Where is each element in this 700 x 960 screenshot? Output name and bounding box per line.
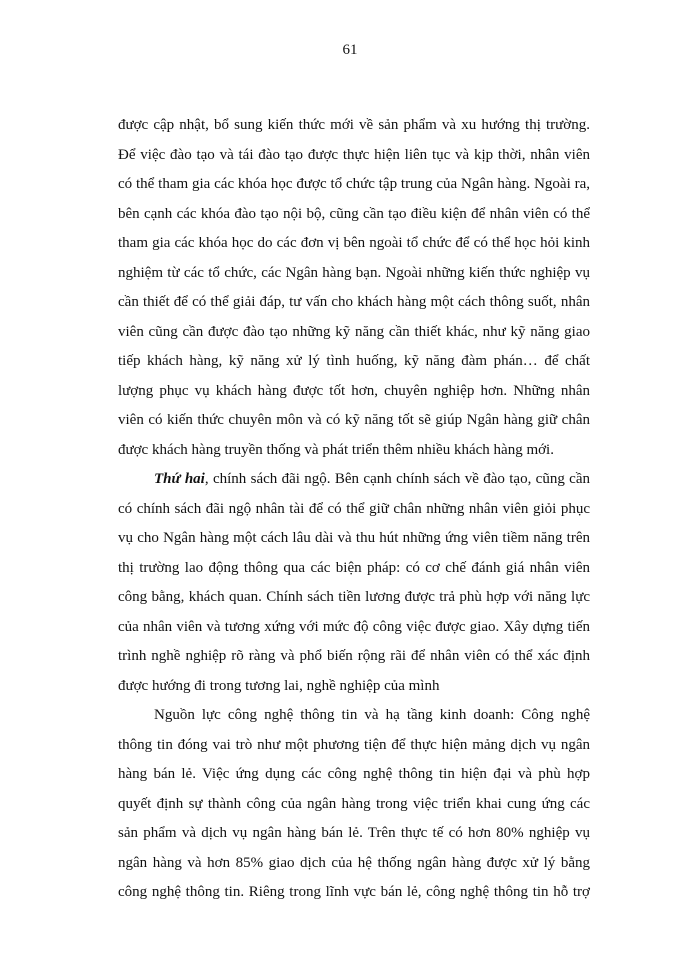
text-line: sản phẩm và dịch vụ ngân hàng bán lẻ. Trên thực tế có hơn 80% nghiệp vụ — [118, 825, 590, 841]
text-line: được hướng đi trong tương lai, nghề nghiệp của mình — [118, 677, 440, 694]
text-line: công bằng, khách quan. Chính sách tiền lương được trả phù hợp với năng lực — [118, 589, 590, 605]
text-line: Để việc đào tạo và tái đào tạo được thực hiện liên tục và kịp thời, nhân viên — [118, 146, 590, 163]
text-line: thị trường lao động thông qua các biện pháp: có cơ chế đánh giá nhân viên — [118, 559, 590, 576]
text-line: lượng phục vụ khách hàng được tốt hơn, chuyên nghiệp hơn. Những nhân — [118, 382, 590, 399]
paragraph-compensation — [118, 465, 590, 701]
page-number: 61 — [342, 42, 358, 58]
text-line: thông tin đóng vai trò như một phương tiện để thực hiện mảng dịch vụ ngân — [118, 736, 590, 753]
text-line: hàng bán lẻ. Việc ứng dụng các công nghệ thông tin hiện đại và phù hợp — [118, 766, 590, 782]
text-line: bên cạnh các khóa đào tạo nội bộ, cũng cần tạo điều kiện để nhân viên có thể — [118, 205, 590, 222]
text-line: quyết định sự thành công của ngân hàng trong việc triển khai cung ứng các — [118, 795, 590, 812]
text-line: viên có kiến thức chuyên môn và có kỹ năng tốt sẽ giúp Ngân hàng giữ chân — [118, 412, 590, 428]
text-line: ngân hàng và hơn 85% giao dịch của hệ thống ngân hàng được xử lý bằng — [118, 854, 590, 871]
lead-phrase: Thứ hai — [154, 471, 205, 487]
document-body — [118, 111, 590, 908]
paragraph-training — [118, 111, 590, 465]
text-line: trình nghề nghiệp rõ ràng và phổ biến rộng rãi để nhân viên có thể xác định — [118, 648, 590, 664]
text-line: viên cũng cần được đào tạo những kỹ năng cần thiết khác, như kỹ năng giao — [118, 323, 590, 340]
text-line: tham gia các khóa học do các đơn vị bên ngoài tổ chức để có thể học hỏi kinh — [118, 235, 590, 251]
lead-continuation: , chính sách đãi ngộ. Bên cạnh chính sách về đào tạo, cũng cần — [204, 471, 590, 487]
text-line: Nguồn lực công nghệ thông tin và hạ tầng kinh doanh: Công nghệ — [154, 707, 590, 723]
text-line: cần thiết để có thể giải đáp, tư vấn cho khách hàng một cách thông suốt, nhân — [118, 294, 590, 310]
text-line: của nhân viên và tương xứng với mức độ công việc được giao. Xây dựng tiến — [118, 618, 590, 635]
text-line: có chính sách đãi ngộ nhân tài để có thể giữ chân những nhân viên giỏi phục — [118, 500, 590, 517]
text-line: được khách hàng truyền thống và phát triển thêm nhiều khách hàng mới. — [118, 441, 554, 458]
text-line: công nghệ thông tin. Riêng trong lĩnh vực bán lẻ, công nghệ thông tin hỗ trợ — [118, 884, 590, 900]
text-line: có thể tham gia các khóa học được tổ chức tập trung của Ngân hàng. Ngoài ra, — [118, 176, 590, 192]
text-line-lead — [118, 465, 590, 495]
text-line: tiếp khách hàng, kỹ năng xử lý tình huống, kỹ năng đàm phán… để chất — [118, 353, 590, 369]
paragraph-technology — [118, 701, 590, 908]
text-line: vụ cho Ngân hàng một cách lâu dài và thu hút những ứng viên tiềm năng trên — [118, 530, 590, 546]
text-line: nghiệm từ các tổ chức, các Ngân hàng bạn. Ngoài những kiến thức nghiệp vụ — [118, 264, 590, 281]
text-line: được cập nhật, bổ sung kiến thức mới về sản phẩm và xu hướng thị trường. — [118, 117, 590, 133]
